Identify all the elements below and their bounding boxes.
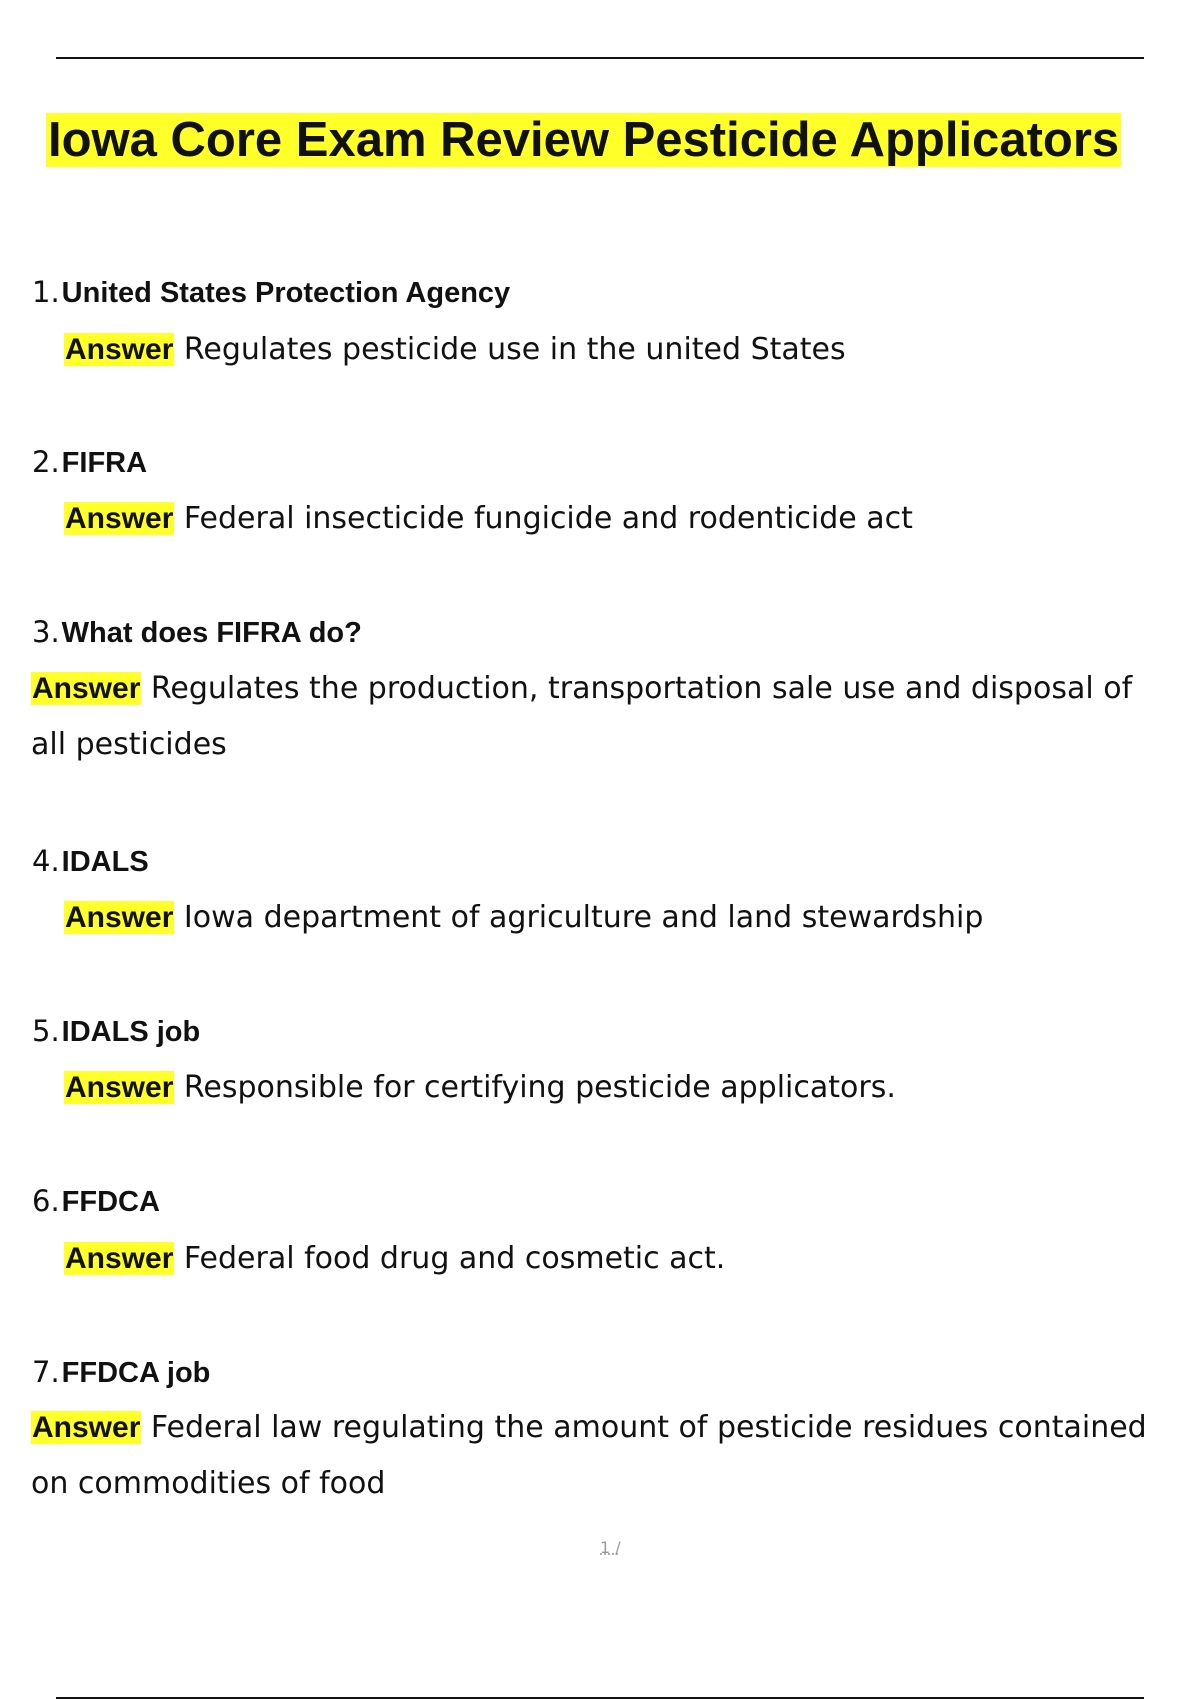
answer-text: Federal insecticide fungicide and rodenticide act — [183, 501, 913, 536]
answer-label: Answer — [65, 1071, 174, 1104]
answer-text: Federal food drug and cosmetic act. — [183, 1241, 726, 1276]
question-1 — [32, 272, 510, 313]
answer-7 — [31, 1400, 1171, 1512]
answer-text: Iowa department of agriculture and land stewardship — [183, 900, 984, 935]
question-number: 1. — [32, 275, 60, 309]
answer-text: Regulates the production, transportation sale use and disposal of all pesticides — [31, 671, 1133, 762]
answer-3 — [31, 661, 1171, 773]
answer-label: Answer — [65, 1242, 174, 1275]
question-5 — [32, 1011, 200, 1052]
question-number: 4. — [32, 844, 60, 878]
question-2 — [32, 442, 147, 483]
bottom-rule — [56, 1697, 1144, 1699]
answer-6 — [64, 1231, 1200, 1287]
title-highlight: Iowa Core Exam Review Pesticide Applicators — [48, 113, 1120, 167]
question-number: 5. — [32, 1014, 60, 1048]
question-6 — [32, 1181, 160, 1222]
question-4 — [32, 841, 149, 882]
question-number: 2. — [32, 445, 60, 479]
answer-label: Answer — [32, 672, 141, 705]
answer-4 — [64, 890, 1200, 946]
answer-label: Answer — [65, 333, 174, 366]
page-number: 1 / — [600, 1538, 621, 1557]
question-text: FIFRA — [61, 447, 148, 479]
answer-text: Regulates pesticide use in the united States — [183, 332, 846, 367]
question-3 — [32, 612, 362, 653]
page-title — [46, 108, 1121, 172]
question-number: 7. — [32, 1355, 60, 1389]
answer-label: Answer — [65, 502, 174, 535]
answer-5 — [64, 1060, 1200, 1116]
question-text: IDALS — [61, 846, 149, 878]
answer-label: Answer — [65, 901, 174, 934]
question-text: United States Protection Agency — [61, 277, 511, 309]
answer-text: Federal law regulating the amount of pesticide residues contained on commodities of food — [31, 1410, 1147, 1501]
question-text: IDALS job — [61, 1016, 201, 1048]
question-number: 3. — [32, 615, 60, 649]
question-text: What does FIFRA do? — [61, 617, 362, 649]
question-number: 6. — [32, 1184, 60, 1218]
answer-1 — [64, 322, 1200, 378]
top-rule — [56, 57, 1144, 59]
question-text: FFDCA job — [61, 1357, 211, 1389]
answer-text: Responsible for certifying pesticide applicators. — [183, 1070, 896, 1105]
question-7 — [32, 1352, 210, 1393]
answer-label: Answer — [32, 1411, 141, 1444]
answer-2 — [64, 491, 1200, 547]
question-text: FFDCA — [61, 1186, 160, 1218]
